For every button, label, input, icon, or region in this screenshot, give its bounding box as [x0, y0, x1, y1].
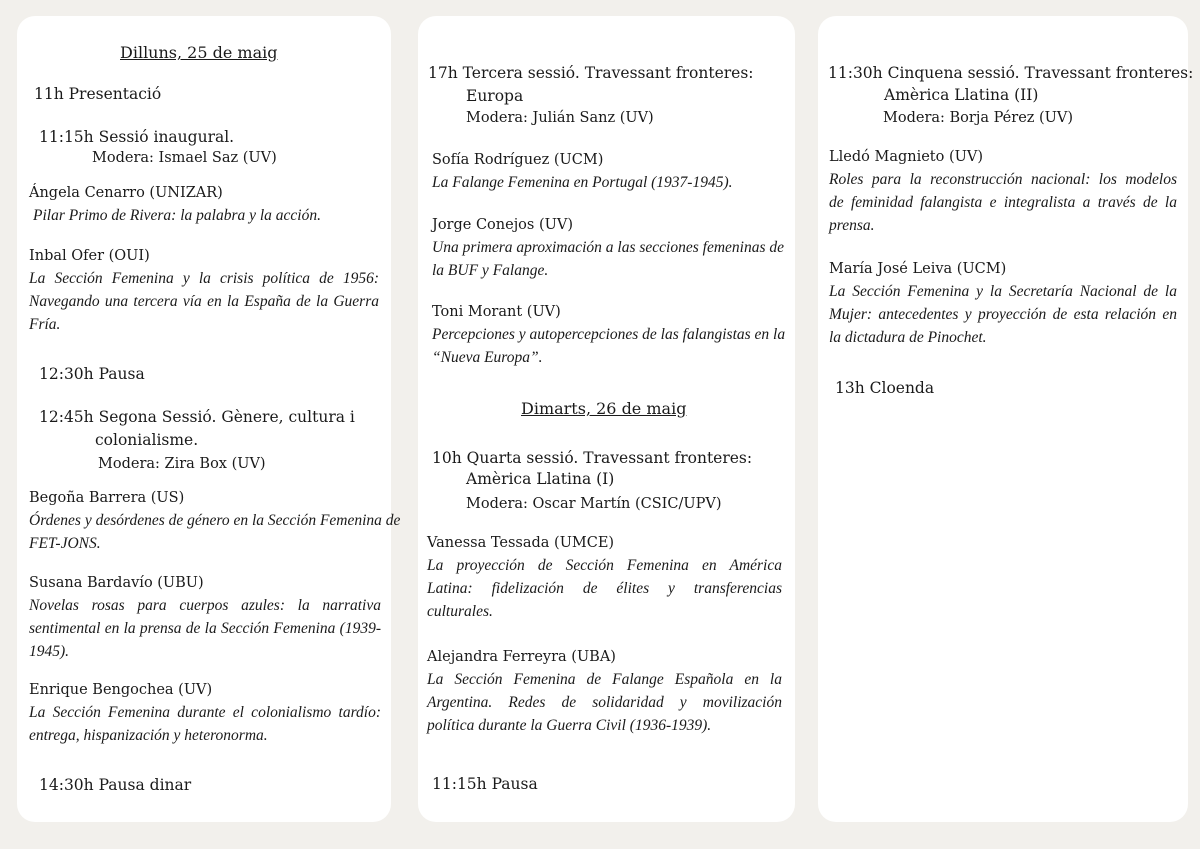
talk-title: La Sección Femenina y la Secretaría Nacional de la Mujer: antecedentes y proyección de esta relación en la dictadura de Pinochet.	[829, 283, 1177, 346]
break-item: 11:15h Pausa	[432, 775, 538, 793]
speaker-name: Alejandra Ferreyra (UBA)	[427, 649, 616, 665]
talk-title: Órdenes y desórdenes de género en la Sección Femenina de FET-JONS.	[29, 512, 401, 552]
session-title-cont: Amèrica Llatina (II)	[884, 86, 1039, 104]
break-item: 12:30h Pausa	[39, 365, 145, 383]
session-title: 11:30h Cinquena sessió. Travessant fronteres:	[828, 64, 1194, 82]
talk-title: Novelas rosas para cuerpos azules: la narrativa sentimental en la prensa de la Sección Femenina (1939- 1945).	[29, 597, 381, 660]
program-panel-day1-day2	[418, 16, 795, 822]
speaker-name: Begoña Barrera (US)	[29, 490, 185, 506]
speaker-name: Lledó Magnieto (UV)	[829, 149, 983, 165]
session-title: 12:45h Segona Sessió. Gènere, cultura i	[39, 408, 355, 426]
session-title: 17h Tercera sessió. Travessant fronteres:	[428, 64, 754, 82]
session-moderator: Modera: Borja Pérez (UV)	[883, 110, 1074, 126]
lunch-break-item: 14:30h Pausa dinar	[39, 776, 192, 794]
speaker-name: Sofía Rodríguez (UCM)	[432, 152, 604, 168]
session-title-cont: Amèrica Llatina (I)	[466, 470, 615, 488]
closing-item: 13h Cloenda	[835, 379, 935, 397]
speaker-name: Jorge Conejos (UV)	[432, 217, 573, 233]
speaker-name: Vanessa Tessada (UMCE)	[427, 535, 615, 551]
session-moderator: Modera: Julián Sanz (UV)	[466, 110, 654, 126]
speaker-name: Inbal Ofer (OUI)	[29, 248, 150, 264]
talk-title: Una primera aproximación a las secciones femeninas de la BUF y Falange.	[432, 239, 784, 279]
session-title-cont: Europa	[466, 87, 524, 105]
speaker-name: Toni Morant (UV)	[432, 304, 561, 320]
session-title: 10h Quarta sessió. Travessant fronteres:	[432, 449, 753, 467]
program-panel-day1	[17, 16, 401, 822]
talk-title: La Sección Femenina de Falange Española en la Argentina. Redes de solidaridad y movilización política durante la Guerra Civil (1936-1939).	[427, 671, 782, 734]
speaker-name: Susana Bardavío (UBU)	[29, 575, 204, 591]
talk-title: La Sección Femenina durante el colonialismo tardío: entrega, hispanización y heteronorma.	[29, 704, 381, 744]
talk-title: La Sección Femenina y la crisis política de 1956: Navegando una tercera vía en la España de la Guerra Fría.	[29, 270, 379, 333]
session-title: 11:15h Sessió inaugural.	[39, 128, 235, 146]
day-heading: Dimarts, 26 de maig	[521, 399, 687, 418]
day-heading: Dilluns, 25 de maig	[120, 43, 278, 62]
talk-title: Pilar Primo de Rivera: la palabra y la acción.	[33, 207, 321, 224]
speaker-name: María José Leiva (UCM)	[829, 261, 1007, 277]
session-moderator: Modera: Ismael Saz (UV)	[92, 150, 277, 166]
talk-title: La Falange Femenina en Portugal (1937-1945).	[432, 174, 733, 191]
speaker-name: Ángela Cenarro (UNIZAR)	[29, 185, 223, 201]
session-moderator: Modera: Zira Box (UV)	[98, 456, 266, 472]
session-moderator: Modera: Oscar Martín (CSIC/UPV)	[466, 496, 722, 512]
speaker-name: Enrique Bengochea (UV)	[29, 682, 213, 698]
program-panel-day2	[818, 16, 1194, 822]
talk-title: Roles para la reconstrucción nacional: los modelos de feminidad falangista e integralista a través de la prensa.	[829, 171, 1177, 234]
session-title-cont: colonialisme.	[95, 431, 199, 449]
talk-title: Percepciones y autopercepciones de las falangistas en la “Nueva Europa”.	[432, 326, 786, 366]
talk-title: La proyección de Sección Femenina en América Latina: fidelización de élites y transferencias culturales.	[427, 557, 782, 620]
presentation-item: 11h Presentació	[34, 85, 162, 103]
